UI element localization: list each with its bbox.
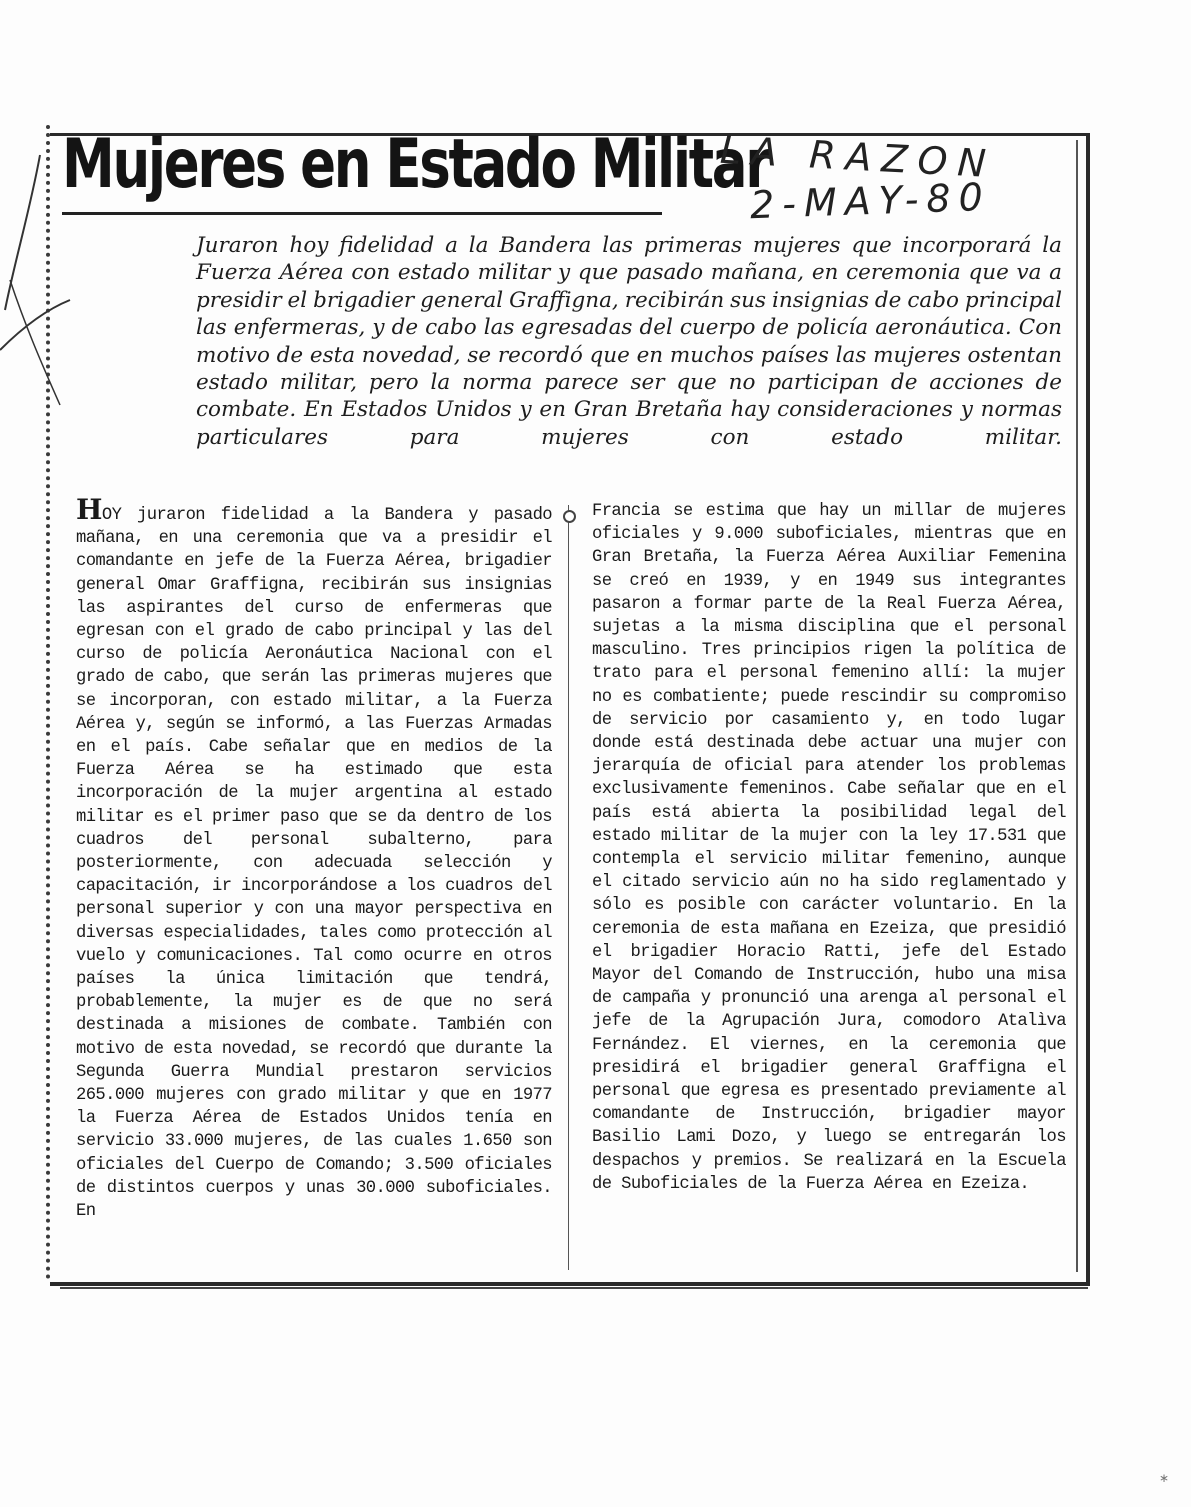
lede-paragraph: Juraron hoy fidelidad a la Bandera las primeras mujeres que incorporará la Fuerza Aérea con estado militar y que pasado mañana, en ceremonia que va a presidir el brigadier general Graffigna, recibirán sus insignias de cabo principal las enfermeras, y de cabo las egresadas del cuerpo de policía aeronáutica. Con motivo de esta novedad, se recordó que en muchos países las mujeres ostentan estado militar, pero la norma parece ser que no participan de acciones de combate. En Estados Unidos y en Gran Bretaña hay consideraciones y normas particulares para mujeres con estado militar.: [196, 233, 1062, 450]
frame-bottom-shadow: [60, 1287, 1088, 1289]
handwritten-newspaper-name: LA RAZON: [719, 127, 997, 187]
frame-inner-rule: [1076, 140, 1078, 1272]
corner-mark-icon: ∗: [1158, 1471, 1169, 1485]
divider-dot-icon: [563, 510, 576, 523]
body-column-left: [76, 493, 552, 1223]
headline: Mujeres en Estado Militar: [62, 125, 770, 204]
body-column-left-text: OY juraron fidelidad a la Bandera y pasado mañana, en una ceremonia que va a presidir el comandante en jefe de la Fuerza Aérea, brigadier general Omar Graffigna, recibirán sus insignias las aspirantes del curso de enfermeras que egresan con el grado de cabo principal y las del curso de policía Aeronáutica Nacional con el grado de cabo, que serán las primeras mujeres que se incorporan, con estado militar, a la Fuerza Aérea y, según se informó, a las Fuerzas Armadas en el país. Cabe señalar que en medios de la Fuerza Aérea se ha estimado que esta incorporación de la mujer argentina al estado militar es el primer paso que se da dentro de los cuadros del personal subalterno, para posteriormente, con adecuada selección y capacitación, ir incorporándose a los cuadros del personal superior y con una mayor perspectiva en diversas especialidades, tales como protección al vuelo y comunicaciones. Tal como ocurre en otros países la única limitación que tendrá, probablemente, la mujer es de que no será destinada a misiones de combate. También con motivo de esta novedad, se recordó que durante la Segunda Guerra Mundial prestaron servicios 265.000 mujeres con grado militar y que en 1977 la Fuerza Aérea de Estados Unidos tenía en servicio 33.000 mujeres, de las cuales 1.650 son oficiales del Cuerpo de Comando; 3.500 oficiales de distintos cuerpos y unas 30.000 suboficiales. En: [76, 506, 552, 1222]
handwritten-date: 2-MAY-80: [749, 174, 992, 228]
column-divider: [568, 505, 569, 1270]
body-column-right: Francia se estima que hay un millar de mujeres oficiales y 9.000 suboficiales, mientras que en Gran Bretaña, la Fuerza Aérea Auxiliar Femenina se creó en 1939, y en 1949 sus integrantes pasaron a formar parte de la Real Fuerza Aérea, sujetas a la misma disciplina que el personal masculino. Tres principios rigen la política de trato para el personal femenino allí: la mujer no es combatiente; puede rescindir su compromiso de servicio por casamiento y, en todo lugar donde está destinada debe actuar una mujer con jerarquía de oficial para atender los problemas exclusivamente femeninos. Cabe señalar que en el país está abierta la posibilidad legal del estado militar de la mujer con la ley 17.531 que contempla el servicio militar femenino, aunque el citado servicio aún no ha sido reglamentado y sólo es posible con carácter voluntario. En la ceremonia de esta mañana en Ezeiza, que presidió el brigadier Horacio Ratti, jefe del Estado Mayor del Comando de Instrucción, hubo una misa de campaña y pronunció una arenga al personal el jefe de la Agrupación Jura, comodoro Atalìva Fernández. El viernes, en la ceremonia que presidirá el brigadier general Graffigna el personal que egresa es presentado previamente al comandante de Instrucción, brigadier mayor Basilio Lami Dozo, y luego se entregarán los despachos y premios. Se realizará en la Escuela de Suboficiales de la Fuerza Aérea en Ezeiza.: [592, 502, 1066, 1194]
handwritten-source-note: [719, 127, 1020, 235]
dropcap: H: [76, 493, 102, 526]
headline-underline: [62, 212, 662, 215]
